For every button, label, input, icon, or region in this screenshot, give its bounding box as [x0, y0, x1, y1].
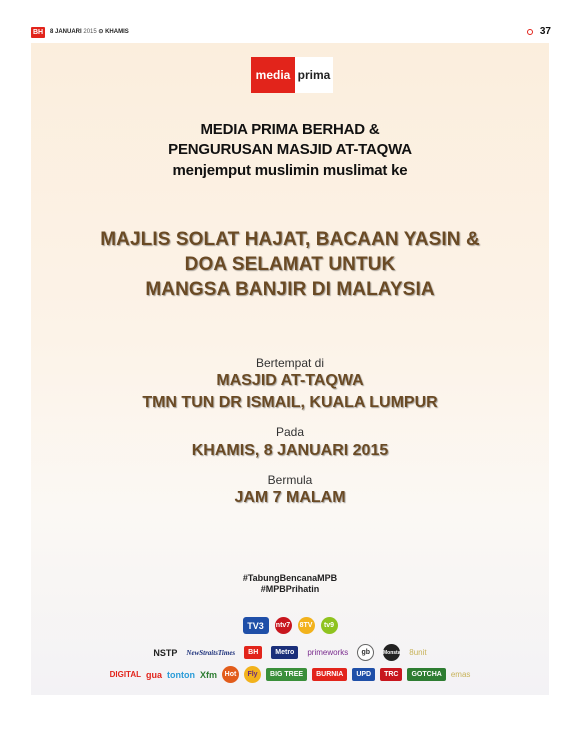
host-line-1: MEDIA PRIMA BERHAD & — [200, 121, 380, 138]
logo-media: media — [251, 57, 295, 93]
host-line-3: menjemput muslimin muslimat ke — [172, 162, 408, 179]
venue-name: MASJID AT-TAQWA — [216, 372, 364, 389]
logo-gb: gb — [357, 644, 374, 661]
logo-new-straits-times: NewStraitsTimes — [186, 648, 236, 657]
event-time: JAM 7 MALAM — [234, 489, 346, 506]
venue-label: Bertempat di — [255, 356, 325, 370]
logo-tonton: tonton — [167, 669, 195, 680]
logo-prima: prima — [295, 57, 333, 93]
logo-fly-fm: Fly — [244, 666, 261, 683]
digital-logo-row — [31, 666, 549, 683]
page-header — [31, 27, 551, 39]
logo-trc: TRC — [380, 668, 402, 681]
media-prima-logo — [251, 57, 333, 93]
logo-8tv: 8TV — [298, 617, 315, 634]
venue-address: TMN TUN DR ISMAIL, KUALA LUMPUR — [142, 394, 438, 411]
header-day: KHAMIS — [105, 29, 129, 35]
header-year: 2015 — [83, 29, 97, 35]
host-line-2: PENGURUSAN MASJID AT-TAQWA — [168, 141, 412, 158]
page-dot-icon — [527, 29, 533, 35]
bh-badge: BH — [32, 29, 44, 36]
event-title-2: DOA SELAMAT UNTUK — [184, 254, 396, 275]
logo-ntv7: ntv7 — [275, 617, 292, 634]
header-date: 8 JANUARI — [50, 29, 82, 35]
event-title-1: MAJLIS SOLAT HAJAT, BACAAN YASIN & — [100, 229, 480, 250]
event-title-3: MANGSA BANJIR DI MALAYSIA — [145, 279, 435, 300]
logo-digital: DIGITAL — [109, 670, 141, 679]
logo-nstp: NSTP — [153, 647, 178, 658]
logo-8unit: 8unit — [409, 648, 427, 657]
logo-emas: emas — [450, 670, 471, 679]
hashtag-1: #TabungBencanaMPB — [242, 573, 338, 583]
side-credit-text — [539, 612, 545, 682]
logo-burnia: BURNIA — [312, 668, 347, 681]
event-date: KHAMIS, 8 JANUARI 2015 — [191, 442, 389, 459]
date-line — [50, 28, 129, 35]
tv-logo-row — [31, 617, 549, 634]
date-label: Pada — [275, 425, 305, 439]
logo-tv3: TV3 — [243, 617, 269, 634]
hashtag-2: #MPBPrihatin — [260, 584, 320, 594]
logo-monsta: Monsta — [383, 644, 400, 661]
logo-hot-fm: Hot — [222, 666, 239, 683]
logo-xfm: Xfm — [200, 669, 218, 680]
page-number: 37 — [539, 26, 551, 37]
logo-gotcha: GOTCHA — [407, 668, 445, 681]
advertisement-panel — [31, 43, 549, 695]
logo-big-tree: BIG TREE — [266, 668, 307, 681]
time-label: Bermula — [267, 473, 313, 487]
logo-primeworks: primeworks — [307, 648, 349, 657]
logo-upd: UPD — [352, 668, 375, 681]
day-separator-icon: ⊙ — [98, 29, 104, 35]
print-logo-row — [31, 644, 549, 661]
logo-metro: Metro — [271, 646, 298, 659]
logo-tv9: tv9 — [321, 617, 338, 634]
logo-bh: BH — [244, 646, 262, 659]
logo-gua: gua — [146, 669, 163, 680]
